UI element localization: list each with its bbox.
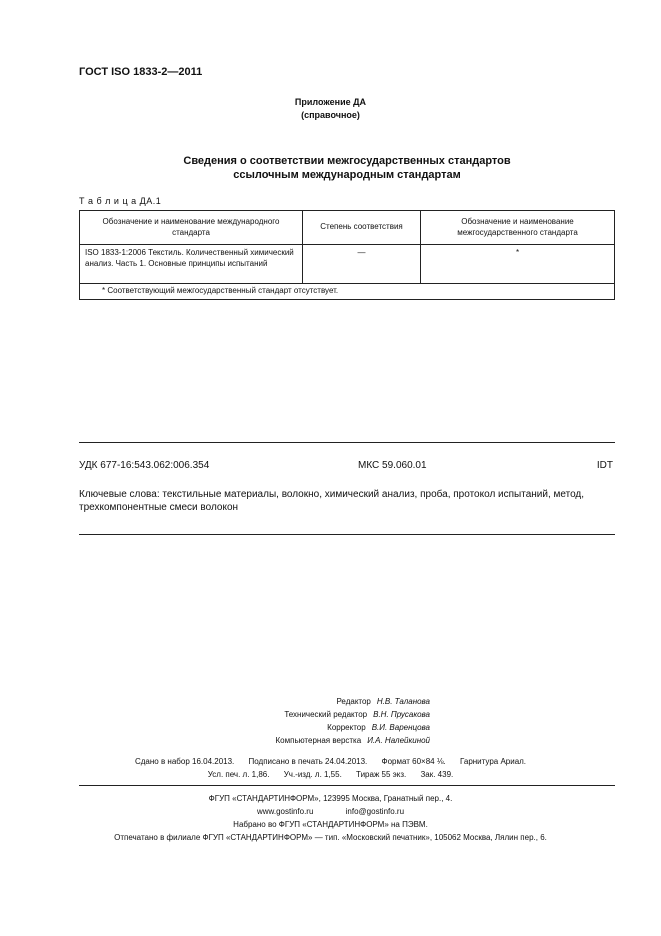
format: Формат 60×84 ⅛. <box>381 757 446 766</box>
header-interstate-standard: Обозначение и наименование межгосударственного стандарта <box>421 211 615 245</box>
keywords: Ключевые слова: текстильные материалы, волокно, химический анализ, проба, протокол испытаний, метод, трехкомпонентные смеси волокон <box>79 489 585 513</box>
table-note: * Соответствующий межгосударственный стандарт отсутствует. <box>80 284 615 300</box>
divider-middle <box>79 534 615 535</box>
idt-label: IDT <box>596 460 613 471</box>
cell-interstate-standard: * <box>421 245 615 284</box>
table-header-row <box>80 211 615 245</box>
cell-degree: — <box>303 245 421 284</box>
publisher-email: info@gostinfo.ru <box>345 807 405 816</box>
credit-line: Редактор Н.В. Таланова <box>336 697 430 706</box>
credit-line: Технический редактор В.Н. Прусакова <box>284 710 430 719</box>
section-heading-line2: ссылочным международным стандартам <box>233 169 461 181</box>
publisher-block <box>0 792 661 844</box>
correspondence-table <box>79 210 615 300</box>
typeset-note: Набрано во ФГУП «СТАНДАРТИНФОРМ» на ПЭВМ. <box>233 820 428 829</box>
publisher-address: ФГУП «СТАНДАРТИНФОРМ», 123995 Москва, Гранатный пер., 4. <box>208 794 453 803</box>
table-row <box>80 245 615 284</box>
order-number: Зак. 439. <box>420 770 454 779</box>
udk-code: УДК 677-16:543.062:006.354 <box>79 460 210 471</box>
credit-line: Компьютерная верстка И.А. Налейкиной <box>275 736 430 745</box>
table-label: Т а б л и ц а ДА.1 <box>79 196 162 206</box>
printed-note: Отпечатано в филиале ФГУП «СТАНДАРТИНФОРМ» — тип. «Московский печатник», 105062 Москва, Лялин пер., 6. <box>114 833 547 842</box>
divider-bottom <box>79 785 615 786</box>
signed-date: Подписано в печать 24.04.2013. <box>248 757 368 766</box>
print-info-line2 <box>0 768 661 781</box>
credit-line: Корректор В.И. Варенцова <box>327 723 430 732</box>
document-code: ГОСТ ISO 1833-2—2011 <box>79 66 203 78</box>
header-international-standard: Обозначение и наименование международного стандарта <box>80 211 303 245</box>
edition-sheets: Уч.-изд. л. 1,55. <box>283 770 342 779</box>
print-info <box>0 755 661 781</box>
typeface: Гарнитура Ариал. <box>459 757 527 766</box>
print-info-line1 <box>0 755 661 768</box>
printed-sheets: Усл. печ. л. 1,86. <box>207 770 270 779</box>
submitted-date: Сдано в набор 16.04.2013. <box>134 757 235 766</box>
credits-block <box>0 695 430 747</box>
header-degree: Степень соответствия <box>303 211 421 245</box>
publisher-contacts <box>0 805 661 818</box>
section-heading-line1: Сведения о соответствии межгосударственных стандартов <box>183 155 511 167</box>
mks-code: МКС 59.060.01 <box>358 460 427 471</box>
annex-subtitle: (справочное) <box>301 110 360 120</box>
print-run: Тираж 55 экз. <box>356 770 407 779</box>
divider-top <box>79 442 615 443</box>
annex-title: Приложение ДА <box>294 97 367 107</box>
publisher-website: www.gostinfo.ru <box>256 807 314 816</box>
cell-international-standard: ISO 1833-1:2006 Текстиль. Количественный химический анализ. Часть 1. Основные принципы испытаний <box>80 245 303 284</box>
table-note-row <box>80 284 615 300</box>
